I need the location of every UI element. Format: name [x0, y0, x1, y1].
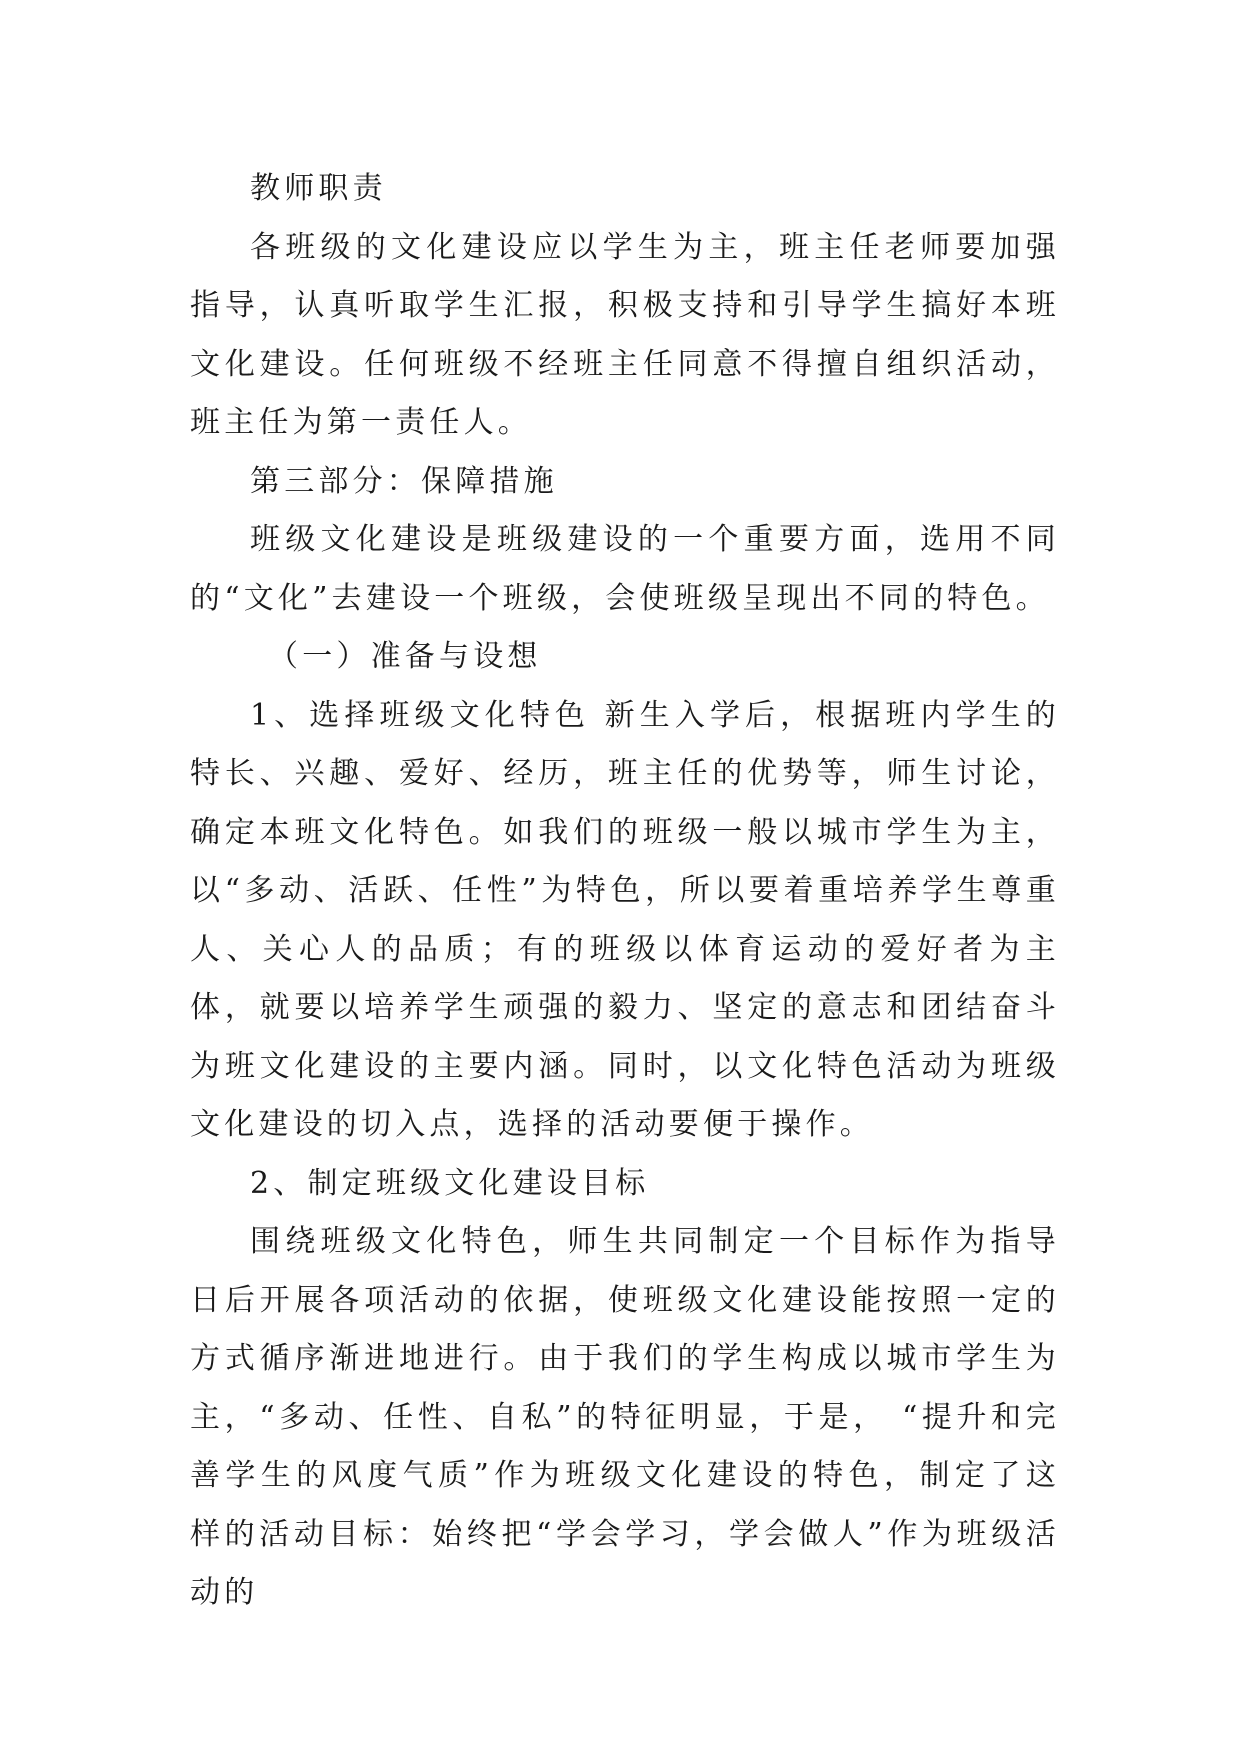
document-body	[190, 160, 1060, 1623]
heading-teacher-duties: 教师职责	[250, 171, 387, 206]
paragraph-class-culture-intro: 班级文化建设是班级建设的一个重要方面，选用不同的“文化”去建设一个班级，会使班级呈现出不同的特色。	[190, 522, 1060, 616]
heading-set-goals: 2、制定班级文化建设目标	[250, 1165, 650, 1201]
heading-part-three: 第三部分：保障措施	[250, 463, 558, 499]
paragraph-goal-details: 围绕班级文化特色，师生共同制定一个目标作为指导日后开展各项活动的依据，使班级文化建设能按照一定的方式循序渐进地进行。由于我们的学生构成以城市学生为主，“多动、任性、自私”的特征明显，于是， “提升和完善学生的风度气质”作为班级文化建设的特色，制定了这样的活动目标：始终把“学会学习，学会做人”作为班级活动的	[190, 1224, 1060, 1610]
paragraph-teacher-guidance: 各班级的文化建设应以学生为主，班主任老师要加强指导，认真听取学生汇报，积极支持和引导学生搞好本班文化建设。任何班级不经班主任同意不得擅自组织活动，班主任为第一责任人。	[190, 229, 1060, 440]
heading-preparation: （一）准备与设想	[268, 639, 542, 674]
paragraph-choose-feature: 1、选择班级文化特色 新生入学后，根据班内学生的特长、兴趣、爱好、经历，班主任的优势等，师生讨论，确定本班文化特色。如我们的班级一般以城市学生为主，以“多动、活跃、任性”为特色，所以要着重培养学生尊重人、关心人的品质；有的班级以体育运动的爱好者为主体，就要以培养学生顽强的毅力、坚定的意志和团结奋斗为班文化建设的主要内涵。同时，以文化特色活动为班级文化建设的切入点，选择的活动要便于操作。	[190, 697, 1060, 1142]
